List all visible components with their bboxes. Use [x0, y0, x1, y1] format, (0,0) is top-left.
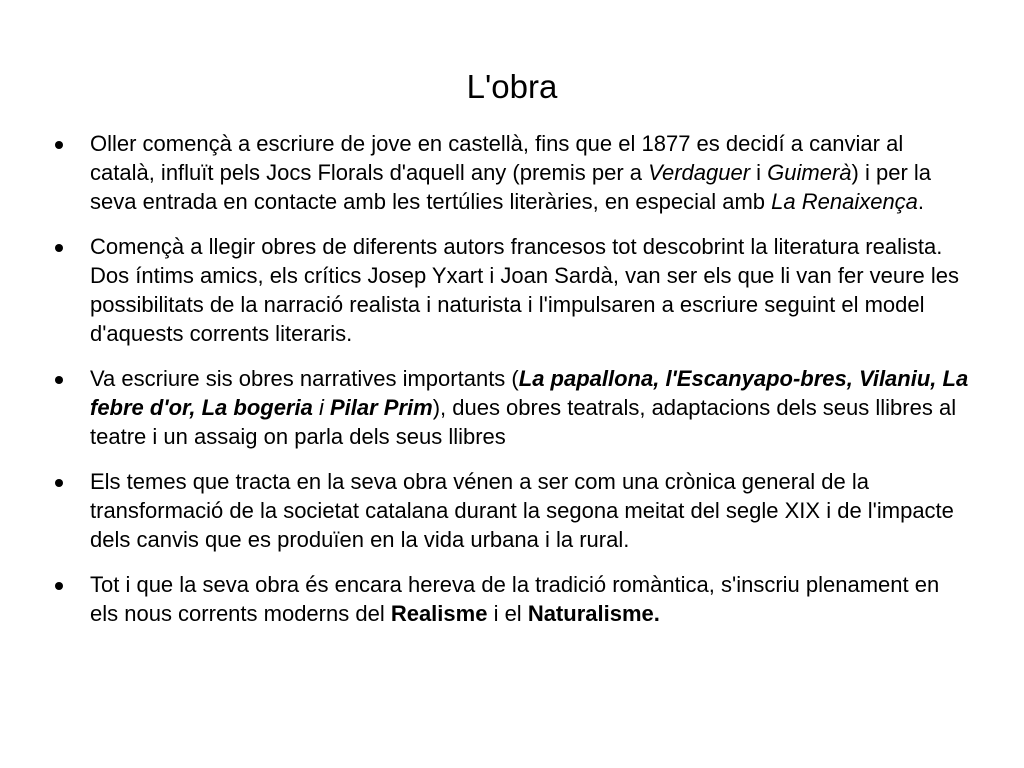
bullet-item [52, 232, 972, 348]
bullet-item [52, 467, 972, 554]
bullet-text-segment: Naturalisme. [527, 601, 660, 626]
bullet-dot-icon [55, 141, 63, 149]
bullet-text-segment: Tot i que la seva obra és encara hereva de la tradició romàntica, s'inscriu plenament en els nous corrents moderns del [90, 572, 940, 626]
bullet-item [52, 364, 972, 451]
bullet-dot-icon [55, 479, 63, 487]
bullet-dot-icon [55, 582, 63, 590]
bullet-text-segment: Guimerà [767, 160, 852, 185]
bullet-text-segment: La papallona, l'Escanyapo-bres, Vilaniu, La febre d'or, La bogeria [90, 366, 969, 420]
bullet-text-segment: i el [487, 601, 528, 626]
bullet-text-segment: Va escriure sis obres narratives importants ( [90, 366, 519, 391]
bullet-text-segment: Verdaguer [648, 160, 751, 185]
bullet-text-segment: Els temes que tracta en la seva obra vénen a ser com una crònica general de la transformació de la societat catalana durant la segona meitat del segle XIX i de l'impacte dels canvis que es produïen en la vida urbana i la rural. [90, 469, 954, 552]
bullet-text-segment: ) i per la seva entrada en contacte amb les tertúlies literàries, en especial amb [90, 160, 932, 214]
bullet-dot-icon [55, 376, 63, 384]
bullet-text-segment: i [312, 395, 330, 420]
slide-title: L'obra [466, 68, 558, 105]
bullet-text-segment: i [750, 160, 768, 185]
bullet-item [52, 570, 972, 628]
bullet-text-segment: Pilar Prim [329, 395, 433, 420]
bullet-dot-icon [55, 244, 63, 252]
bullet-text-segment: ), dues obres teatrals, adaptacions dels seus llibres al teatre i un assaig on parla dels seus llibres [90, 395, 957, 449]
bullet-text-segment: Realisme [390, 601, 488, 626]
bullet-text-segment: Començà a llegir obres de diferents autors francesos tot descobrint la literatura realista. Dos íntims amics, els crítics Josep Yxart i Joan Sardà, van ser els que li van fer veure les possibilitats de la narració realista i naturista i l'impulsaren a escriure seguint el model d'aquests corrents literaris. [90, 234, 959, 346]
bullet-text-segment: Oller començà a escriure de jove en castellà, fins que el 1877 es decidí a canviar al català, influït pels Jocs Florals d'aquell any (premis per a [90, 131, 904, 185]
bullet-item [52, 129, 972, 216]
bullet-text-segment: La Renaixença [771, 189, 918, 214]
bullet-text-segment: . [917, 189, 925, 214]
bullet-list [52, 129, 972, 644]
